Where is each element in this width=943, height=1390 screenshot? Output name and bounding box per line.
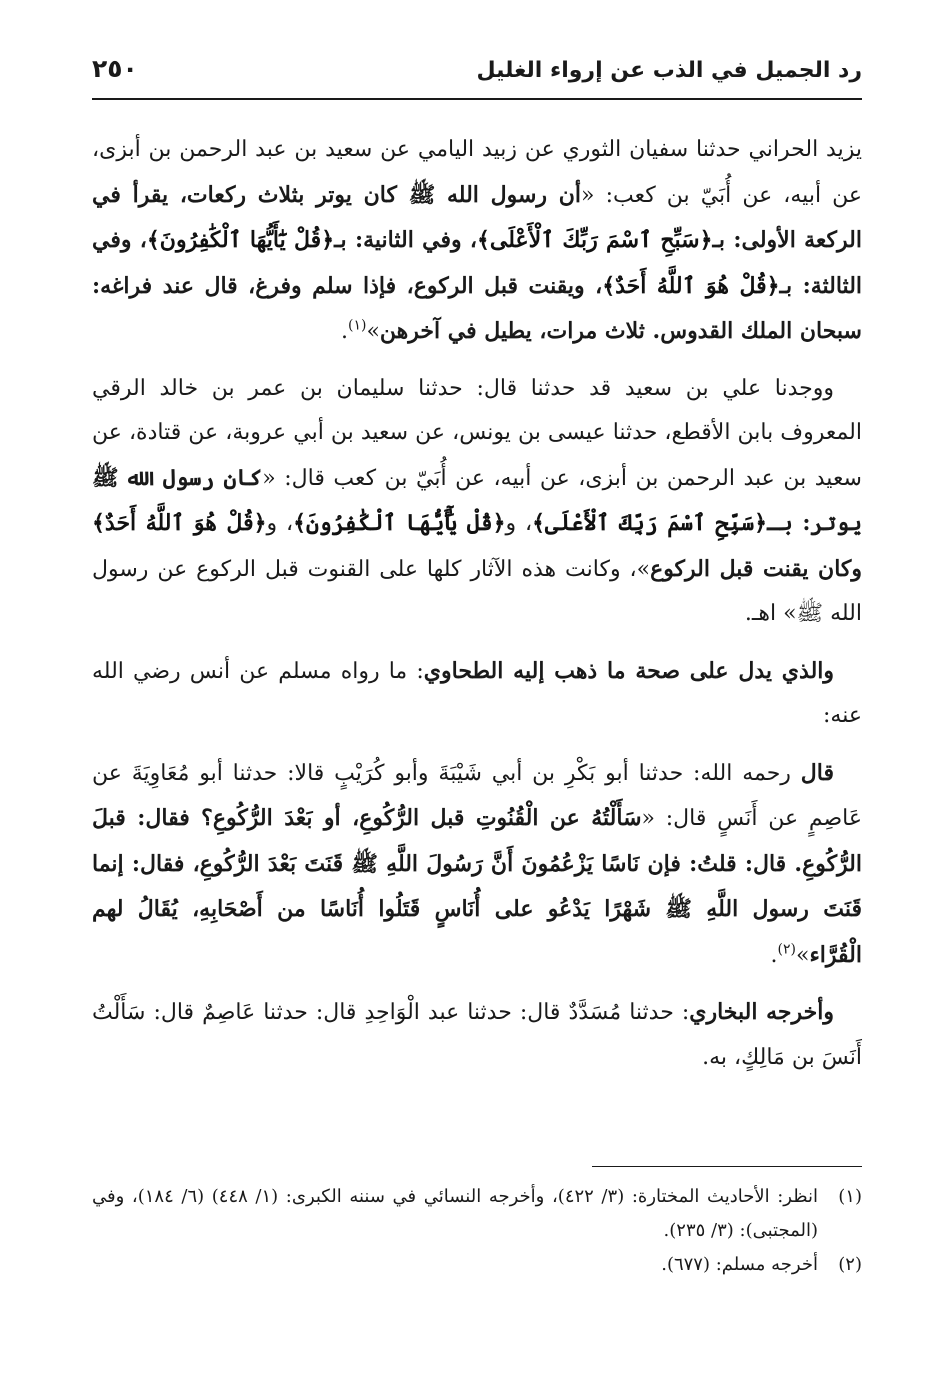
- hadith-text: ، ويقنت قبل الركوع، فإذا سلم وفرغ، قال عند فراغه: سبحان الملك القدوس. ثلاث مرات، يطيل في آخرهن: [92, 272, 862, 344]
- paragraph-5: [92, 990, 862, 1080]
- text-span: ، و: [505, 511, 533, 536]
- quran-verse: ﴿سَبِّحِ ٱسْمَ رَبِّكَ ٱلْأَعْلَى﴾: [477, 227, 713, 253]
- hadith-text: كان رسول الله ﷺ يوتر: بـ: [92, 464, 863, 536]
- quran-verse: ﴿سَبِّحِ ٱسْمَ رَبِّكَ ٱلْأَعْلَى﴾: [532, 510, 768, 536]
- quran-verse: ﴿قُلْ يَٰٓأَيُّهَا ٱلْكَٰفِرُونَ﴾: [293, 510, 506, 536]
- paragraph-2: [92, 367, 862, 637]
- hadith-text: ، وفي الثانية: بـ: [334, 227, 478, 253]
- page-number: ٢٥٠: [92, 54, 138, 83]
- text-span: رحمه الله: حدثنا أبو بَكْرِ بن أبي شَيْبَةَ وأبو كُرَيْبٍ قالا: حدثنا أبو مُعَاوِيَةَ عن عَاصِمٍ عن أَنَسٍ قال: «: [92, 760, 863, 831]
- main-text: [92, 128, 862, 1092]
- bold-lead: قال: [800, 759, 834, 786]
- hadith-text: أن رسول الله ﷺ كان يوتر بثلاث ركعات، يقرأ في الركعة الأولى: بـ: [92, 181, 862, 253]
- footnote-1: [92, 1180, 862, 1248]
- footnote-text: أخرجه مسلم: (٦٧٧).: [661, 1254, 818, 1275]
- footnote-2: [92, 1248, 862, 1282]
- text-span: »، وكانت هذه الآثار كلها على القنوت قبل الركوع عن رسول الله ﷺ» اهـ.: [92, 556, 862, 626]
- hadith-text: سَأَلْتُهُ عن الْقُنُوتِ قبل الرُّكُوعِ، أو بَعْدَ الرُّكُوعِ؟ فقال: قبلَ الرُّكُوعِ. قال: قلتُ: فإن نَاسًا يَزْعُمُونَ أَنَّ رَسُولَ اللَّهِ ﷺ قَنَتَ بَعْدَ الرُّكُوعِ، فقال: إنما قَنَتَ رسول اللَّهِ ﷺ شَهْرًا يَدْعُو على أُنَاسٍ قَتَلُوا أُنَاسًا من أَصْحَابِهِ، يُقَالُ لهم الْقُرَّاء: [92, 805, 862, 968]
- footnote-marker: (١): [347, 317, 367, 334]
- running-header: [92, 48, 862, 100]
- hadith-text: ، وفي الثالثة: بـ: [92, 227, 863, 299]
- bold-lead: والذي يدل على صحة ما ذهب إليه الطحاوي: [423, 657, 835, 684]
- text-span: .: [340, 319, 348, 344]
- book-page: [92, 40, 862, 1360]
- hadith-text: وكان يقنت قبل الركوع: [650, 555, 862, 582]
- footnotes: [92, 1180, 862, 1282]
- book-title: رد الجميل في الذب عن إرواء الغليل: [476, 58, 862, 83]
- footnote-number: (١): [838, 1186, 862, 1207]
- quran-verse: ﴿قُلْ هُوَ ٱللَّهُ أَحَدٌ﴾: [602, 272, 780, 299]
- quran-verse: ﴿قُلْ يَٰٓأَيُّهَا ٱلْكَٰفِرُونَ﴾: [146, 227, 335, 253]
- bold-lead: وأخرجه البخاري: [689, 999, 834, 1025]
- text-span: يزيد الحراني حدثنا سفيان الثوري عن زبيد اليامي عن سعيد بن عبد الرحمن بن أبزى، عن أبيه، عن أُبَيّ بن كعب: «: [92, 137, 862, 208]
- paragraph-3: [92, 649, 862, 739]
- paragraph-4: [92, 751, 862, 979]
- footnote-number: (٢): [838, 1254, 862, 1275]
- footnote-text: انظر: الأحاديث المختارة: (٣/ ٤٢٢)، وأخرجه النسائي في سننه الكبرى: (١/ ٤٤٨) (٦/ ١٨٤)، وفي (المجتبى): (٣/ ٢٣٥).: [92, 1186, 818, 1241]
- text-span: : ما رواه مسلم عن أنس رضي الله عنه:: [92, 658, 862, 728]
- footnote-marker: (٢): [777, 941, 796, 958]
- text-span: : حدثنا مُسَدَّدٌ قال: حدثنا عبد الْوَاحِدِ قال: حدثنا عَاصِمٌ قال: سَأَلْتُ أَنَسَ بن مَالِكٍ، به.: [92, 1000, 862, 1070]
- text-span: »: [366, 319, 380, 344]
- paragraph-1: [92, 128, 862, 355]
- text-span: »: [795, 942, 810, 968]
- quran-verse: ﴿قُلْ هُوَ ٱللَّهُ أَحَدٌ﴾: [92, 510, 267, 536]
- text-span: .: [770, 942, 778, 968]
- footnote-separator: [592, 1166, 862, 1167]
- text-span: ، و: [266, 511, 294, 536]
- text-span: ووجدنا علي بن سعيد قد حدثنا قال: حدثنا سليمان بن عمر بن خالد الرقي المعروف بابن الأقطع، حدثنا عيسى بن يونس، عن سعيد بن أبي عروبة، عن قتادة، عن سعيد بن عبد الرحمن بن أبزى، عن أبيه، عن أُبَيّ بن كعب قال: «: [92, 375, 862, 491]
